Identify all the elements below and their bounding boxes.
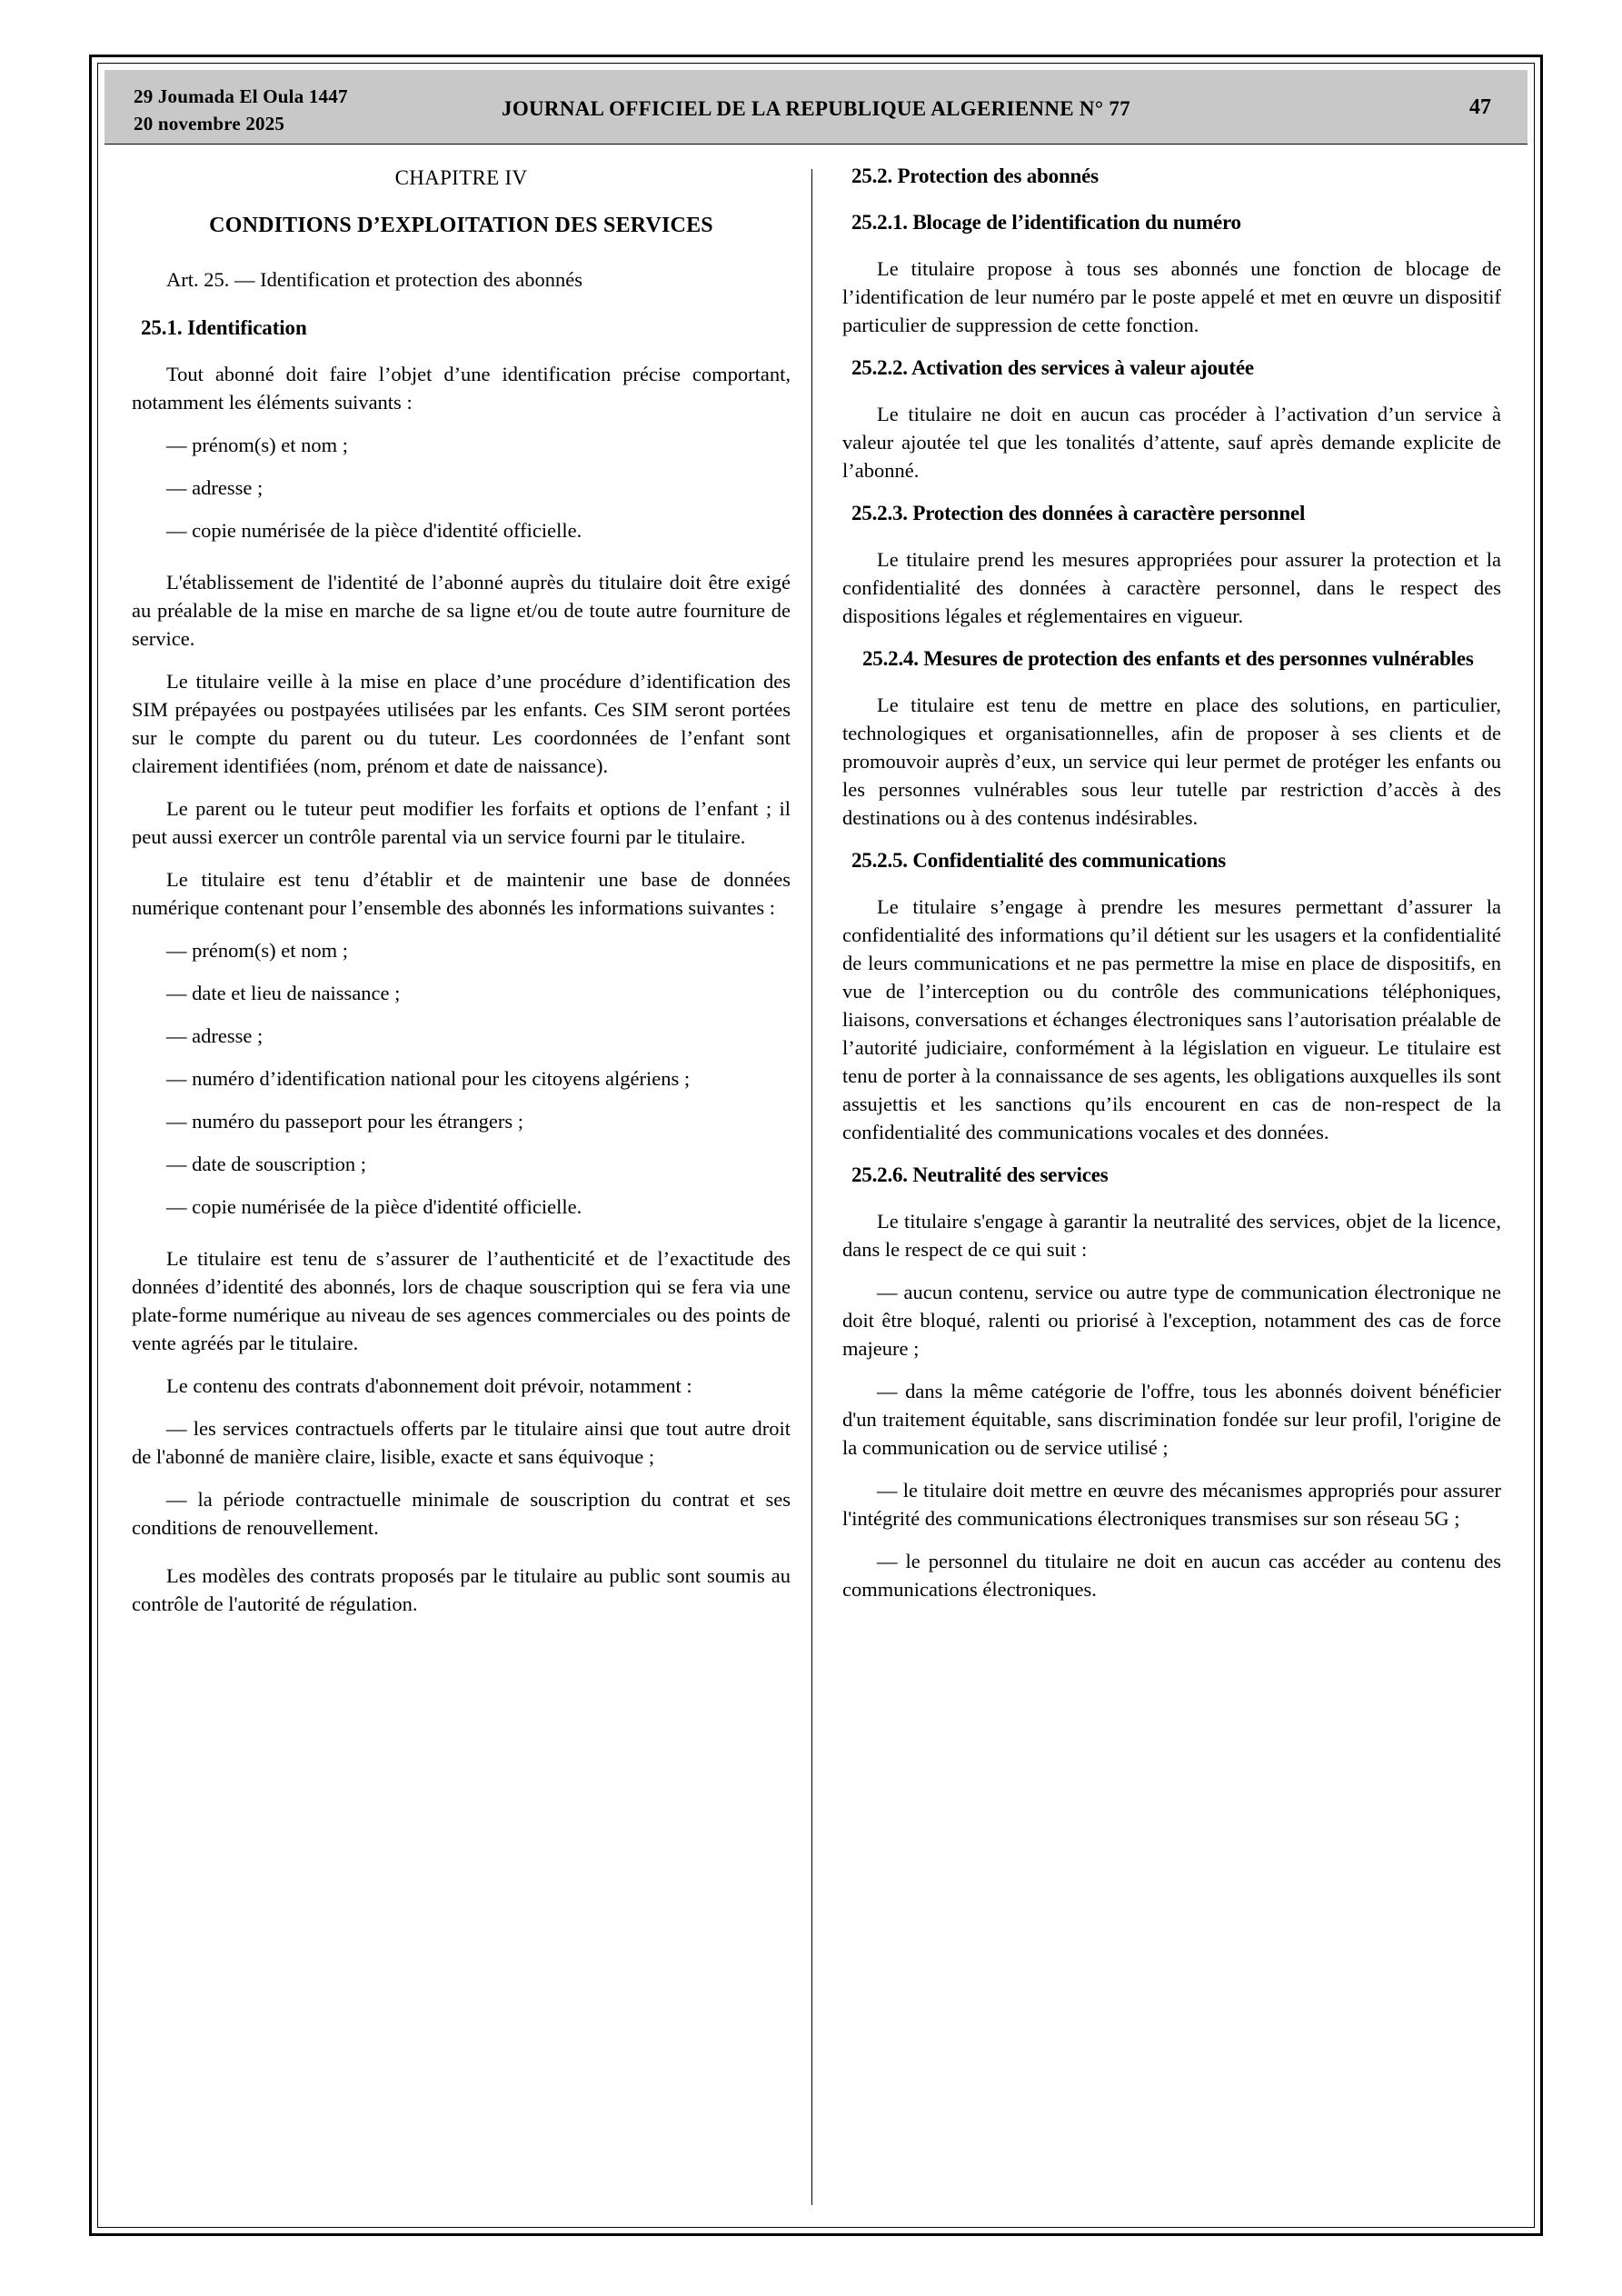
list-item: — prénom(s) et nom ; [166,434,348,456]
list-item: — date de souscription ; [166,1153,366,1175]
section-25-2-3-heading: 25.2.3. Protection des données à caractère personnel [851,502,1306,524]
paragraph: Le parent ou le tuteur peut modifier les forfaits et options de l’enfant ; il peut aussi exercer un contrôle parental via un service fourni par le titulaire. [132,797,791,848]
paragraph: Le titulaire ne doit en aucun cas procéder à l’activation d’un service à valeur ajoutée tel que les tonalités d’attente, sauf après demande explicite de l’abonné. [842,403,1501,482]
list-item: — date et lieu de naissance ; [166,982,401,1004]
paragraph: Le titulaire propose à tous ses abonnés une fonction de blocage de l’identification de leur numéro par le poste appelé et met en œuvre un dispositif particulier de suppression de cette fonction. [842,257,1501,336]
right-column [842,162,1501,1618]
list-item: — le titulaire doit mettre en œuvre des mécanismes appropriés pour assurer l'intégrité des communications électroniques transmises sur son réseau 5G ; [842,1479,1501,1530]
page-border-inner [97,63,1535,2228]
section-25-2-1-heading: 25.2.1. Blocage de l’identification du numéro [851,211,1241,234]
paragraph: Le titulaire veille à la mise en place d’une procédure d’identification des SIM prépayées ou postpayées utilisées par les enfants. Ces SIM seront portées sur le compte du parent ou du tuteur. Les coordonnées de l’enfant sont clairement identifiées (nom, prénom et date de naissance). [132,670,791,777]
list-item: — numéro du passeport pour les étrangers ; [166,1110,524,1133]
chapter-title: CONDITIONS D’EXPLOITATION DES SERVICES [209,214,713,237]
list-item: — copie numérisée de la pièce d'identité officielle. [166,1195,582,1218]
header-date-gregorian: 20 novembre 2025 [134,113,285,135]
list-item: — aucun contenu, service ou autre type de communication électronique ne doit être bloqué, ralenti ou priorisé à l'exception, notamment des cas de force majeure ; [842,1281,1501,1360]
list-item: — copie numérisée de la pièce d'identité officielle. [166,519,582,542]
page-header [104,70,1527,145]
paragraph: Le titulaire est tenu de mettre en place des solutions, en particulier, technologiques et organisationnelles, afin de proposer à ses clients et de promouvoir auprès d’eux, un service qui leur permet de protéger les enfants ou les personnes vulnérables sous leur tutelle par restriction d’accès à des destinations ou à des contenus indésirables. [842,694,1501,829]
list-item: — prénom(s) et nom ; [166,939,348,962]
list-item: — la période contractuelle minimale de souscription du contrat et ses conditions de renouvellement. [132,1488,791,1539]
journal-title: JOURNAL OFFICIEL DE LA REPUBLIQUE ALGERIENNE N° 77 [502,97,1130,120]
article-heading: Art. 25. — Identification et protection des abonnés [166,268,582,291]
list-item: — numéro d’identification national pour les citoyens algériens ; [166,1067,691,1090]
page-content [104,145,1527,2221]
paragraph: Le titulaire est tenu d’établir et de maintenir une base de données numérique contenant pour l’ensemble des abonnés les informations suivantes : [132,868,791,919]
paragraph: Le titulaire prend les mesures appropriées pour assurer la protection et la confidentialité des données à caractère personnel, dans le respect des dispositions légales et réglementaires en vigueur. [842,548,1501,627]
header-date-hijri: 29 Joumada El Oula 1447 [134,85,348,107]
paragraph: Le titulaire s’engage à prendre les mesures permettant d’assurer la confidentialité des informations qu’il détient sur les usagers et la confidentialité de leurs communications et ne pas permettre la mise en place de dispositifs, en vue de l’interception ou du contrôle des communications téléphoniques, liaisons, conversations et échanges électroniques sans l’autorisation préalable de l’autorité judiciaire, conformément à la législation en vigueur. Le titulaire est tenu de porter à la connaissance de ses agents, les obligations auxquelles ils sont assujettis et les sanctions qu’ils encourent en cas de non-respect de la confidentialité des communications vocales et des données. [842,895,1501,1143]
paragraph: Tout abonné doit faire l’objet d’une identification précise comportant, notamment les éléments suivants : [132,363,791,414]
list-item: — dans la même catégorie de l'offre, tous les abonnés doivent bénéficier d'un traitement équitable, sans discrimination fondée sur leur profil, l'origine de la communication ou de service utilisé ; [842,1380,1501,1459]
paragraph: Le titulaire est tenu de s’assurer de l’authenticité et de l’exactitude des données d’identité des abonnés, lors de chaque souscription qui se fera via une plate-forme numérique au niveau de ses agences commerciales ou des points de vente agréés par le titulaire. [132,1247,791,1354]
section-25-2-5-heading: 25.2.5. Confidentialité des communications [851,849,1226,872]
paragraph: Le titulaire s'engage à garantir la neutralité des services, objet de la licence, dans le respect de ce qui suit : [842,1210,1501,1261]
paragraph: Le contenu des contrats d'abonnement doit prévoir, notamment : [166,1374,692,1397]
section-25-1-heading: 25.1. Identification [141,316,307,339]
chapter-label: CHAPITRE IV [394,166,528,189]
section-25-2-6-heading: 25.2.6. Neutralité des services [851,1163,1109,1186]
list-item: — les services contractuels offerts par le titulaire ainsi que tout autre droit de l'abonné de manière claire, lisible, exacte et sans équivoque ; [132,1417,791,1468]
paragraph: L'établissement de l'identité de l’abonné auprès du titulaire doit être exigé au préalable de la mise en marche de sa ligne et/ou de toute autre fourniture de service. [132,571,791,650]
section-25-2-4-heading: 25.2.4. Mesures de protection des enfants et des personnes vulnérables [862,647,1474,670]
section-25-2-heading: 25.2. Protection des abonnés [851,165,1099,187]
page-number: 47 [1469,95,1491,119]
page-border-outer [89,55,1543,2236]
list-item: — adresse ; [166,1024,264,1047]
left-column [132,162,791,1632]
column-divider [811,169,812,2205]
section-25-2-2-heading: 25.2.2. Activation des services à valeur ajoutée [851,356,1254,379]
list-item: — le personnel du titulaire ne doit en aucun cas accéder au contenu des communications électroniques. [842,1550,1501,1601]
paragraph: Les modèles des contrats proposés par le titulaire au public sont soumis au contrôle de l'autorité de régulation. [132,1564,791,1615]
list-item: — adresse ; [166,476,264,499]
